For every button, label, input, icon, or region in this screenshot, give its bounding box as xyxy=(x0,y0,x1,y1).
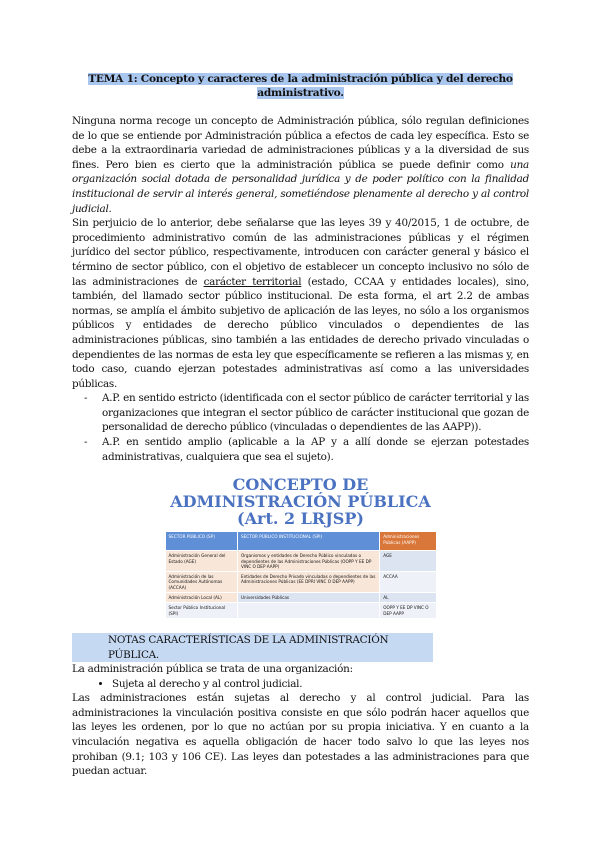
table-header: Administraciones Públicas (AAPP) xyxy=(380,532,436,551)
table-cell: Entidades de Derecho Privado vinculadas o dependientes de las Administraciones Públicas (EE DPRI VINC O DEP AAPP) xyxy=(237,572,379,593)
table-cell: Universidades Públicas xyxy=(237,593,379,603)
table-header: SECTOR PÚBLICO INSTITUCIONAL (SPI) xyxy=(237,532,379,551)
concept-table xyxy=(165,531,437,619)
table-row xyxy=(165,551,436,572)
section-body: Las administraciones están sujetas al derecho y al control judicial. Para las administraciones la vinculación positiva consiste en que sólo podrán hacer aquellos que las leyes les ordenen, por lo que no actúan por su propia iniciativa. Y en cuanto a la vinculación negativa es aquella obligación de hacer todo salvo lo que las leyes nos prohiban (9.1; 103 y 106 CE). Las leyes dan potestades a las administraciones para que puedan actuar. xyxy=(72,692,529,778)
table-cell: Organismos y entidades de Derecho Público vinculadas o dependientes de las Administraciones Públicas (OOPP Y EE DP VINC O DEP AAPP) xyxy=(237,551,379,572)
concept-figure xyxy=(165,476,437,619)
table-cell: ACCAA xyxy=(380,572,436,593)
section-heading: NOTAS CARACTERÍSTICAS DE LA ADMINISTRACIÓN PÚBLICA. xyxy=(72,633,433,662)
list-item: • Sujeta al derecho y al control judicial. xyxy=(112,677,529,692)
document-title: TEMA 1: Concepto y caracteres de la administración pública y del derecho administrativo. xyxy=(88,73,513,99)
section-intro: La administración pública se trata de una organización: xyxy=(72,663,353,676)
figure-title: CONCEPTO DE ADMINISTRACIÓN PÚBLICA (Art. 2 LRJSP) xyxy=(170,475,431,529)
table-row xyxy=(165,572,436,593)
table-cell: Sector Público Institucional (SPI) xyxy=(165,603,237,619)
dash-list xyxy=(72,391,529,464)
table-header-row xyxy=(165,532,436,551)
paragraph-definition: Ninguna norma recoge un concepto de Administración pública, sólo regulan definiciones de lo que se entiende por Administración pública a efectos de cada ley específica. Esto se debe a la extraordinaria variedad de administraciones públicas y a la diversidad de sus fines. Pero bien es cierto que la administración pública se puede definir como una organización social dotada de personalidad jurídica y de poder político con la finalidad institucional de servir al interés general, sometiéndose plenamente al derecho y al control judicial. xyxy=(72,115,529,215)
table-cell: AL xyxy=(380,593,436,603)
table-header: SECTOR PÚBLICO (SP) xyxy=(165,532,237,551)
bullet-list xyxy=(72,677,529,692)
table-row xyxy=(165,593,436,603)
table-cell: Administración Local (AL) xyxy=(165,593,237,603)
table-cell: Administración de las Comunidades Autónomas (ACCAA) xyxy=(165,572,237,593)
table-cell: Administración General del Estado (AGE) xyxy=(165,551,237,572)
table-cell xyxy=(237,603,379,619)
list-item: - A.P. en sentido amplio (aplicable a la AP y a allí donde se ejerzan potestades administrativas, cualquiera que sea el sujeto). xyxy=(102,435,529,464)
table-cell: OOPP Y EE DP VINC O DEP AAPP xyxy=(380,603,436,619)
paragraph-sector-publico: Sin perjuicio de lo anterior, debe señalarse que las leyes 39 y 40/2015, 1 de octubre, de procedimiento administrativo común de las administraciones públicas y el régimen jurídico del sector público, respectivamente, introducen con carácter general y básico el término de sector público, con el objetivo de establecer un concepto inclusivo no sólo de las administraciones de carácter territorial (estado, CCAA y entidades locales), sino, también, del llamado sector público institucional. De esta forma, el art 2.2 de ambas normas, se amplía el ámbito subjetivo de aplicación de las leyes, no sólo a los organismos públicos y entidades de derecho público vinculados o dependientes de las administraciones públicas, sino también a las entidades de derecho privado vinculadas o dependientes de las normas de esta ley que específicamente se refieren a las mismas y, en todo caso, cuando ejerzan potestades administrativas así como a las universidades públicas. xyxy=(72,217,529,390)
section-notas xyxy=(72,633,529,779)
table-row xyxy=(165,603,436,619)
document-page xyxy=(72,72,529,779)
list-item: - A.P. en sentido estricto (identificada con el sector público de carácter territorial y las organizaciones que integran el sector público de carácter institucional que gozan de personalidad de derecho público (vinculadas o dependientes de las AAPP)). xyxy=(102,391,529,435)
table-cell: AGE xyxy=(380,551,436,572)
